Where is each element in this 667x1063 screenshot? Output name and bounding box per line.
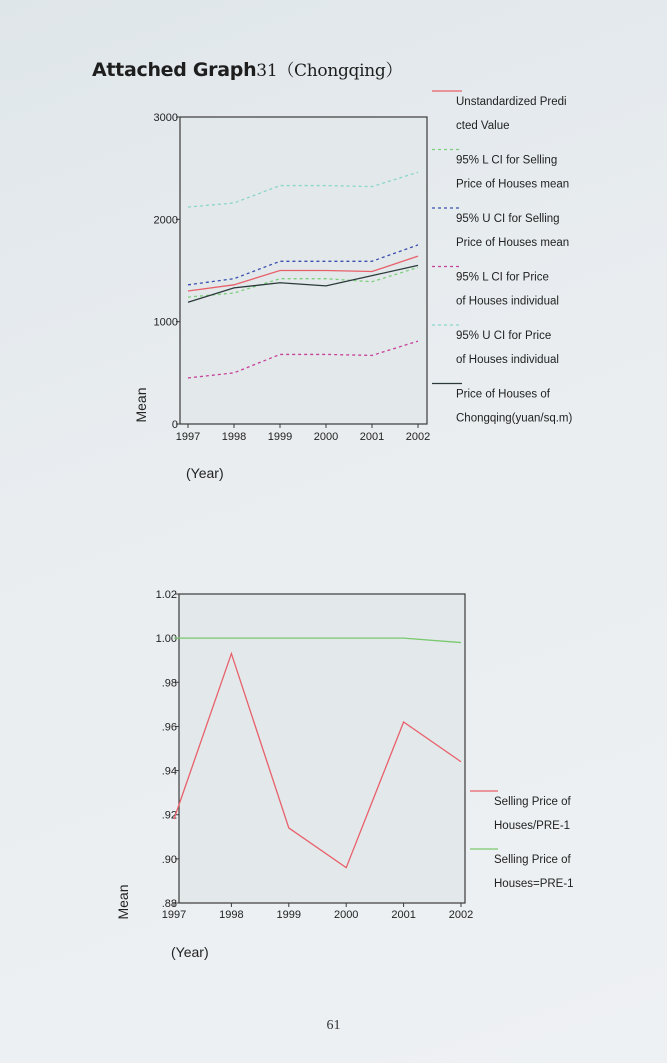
x-tick-label: 2002 — [448, 909, 474, 921]
x-axis-label: (Year) — [186, 465, 224, 481]
y-tick-label: .90 — [161, 853, 177, 866]
legend-label: 95% L CI for Price — [456, 271, 549, 284]
y-tick-label: 3000 — [153, 112, 178, 124]
legend-label: of Houses individual — [456, 354, 559, 366]
y-tick-label: 1000 — [153, 316, 178, 329]
y-tick-label: .96 — [161, 721, 177, 734]
y-tick-label: .88 — [161, 898, 177, 910]
document-title-suffix: 31（Chongqing） — [256, 61, 403, 81]
legend-label: 95% L CI for Selling — [456, 154, 558, 167]
legend-label: 95% U CI for Price — [456, 330, 552, 342]
legend-label: Unstandardized Predi — [456, 96, 567, 108]
y-tick-label: .92 — [161, 809, 177, 822]
x-tick-label: 1998 — [221, 431, 247, 443]
legend-label: Houses/PRE-1 — [494, 820, 571, 832]
y-tick-label: 1.02 — [155, 589, 177, 601]
x-tick-label: 1999 — [276, 909, 302, 921]
legend-label: 95% U CI for Selling — [456, 213, 560, 225]
y-axis-label: Mean — [115, 884, 131, 920]
x-tick-label: 1997 — [161, 909, 187, 921]
x-tick-label: 2001 — [391, 909, 416, 921]
legend-label: Houses=PRE-1 — [494, 878, 574, 890]
document-title-main: Attached Graph — [92, 59, 257, 81]
legend-label: Chongqing(yuan/sq.m) — [456, 412, 573, 425]
y-tick-label: .98 — [161, 677, 177, 690]
y-tick-label: 2000 — [153, 214, 178, 227]
legend-label: cted Value — [456, 120, 510, 132]
legend-label: Price of Houses mean — [456, 237, 570, 249]
legend-label: Price of Houses of — [456, 388, 550, 401]
legend-label: Price of Houses mean — [456, 178, 570, 191]
x-tick-label: 2002 — [405, 431, 431, 443]
x-axis-label: (Year) — [171, 944, 209, 960]
legend-entry-1 — [494, 796, 572, 832]
x-tick-label: 1997 — [175, 431, 201, 443]
y-tick-label: 1.00 — [155, 633, 177, 646]
x-tick-label: 2000 — [313, 431, 339, 443]
x-tick-label: 2000 — [333, 909, 359, 921]
x-tick-label: 1998 — [219, 909, 244, 921]
x-tick-label: 2001 — [359, 431, 385, 443]
y-tick-label: .94 — [161, 765, 177, 778]
legend-label: Selling Price of — [494, 796, 571, 808]
plot-area — [179, 594, 465, 903]
y-axis-label: Mean — [133, 387, 149, 423]
legend-label: of Houses individual — [456, 295, 559, 308]
page-number: 61 — [326, 1018, 341, 1033]
legend-label: Selling Price of — [494, 854, 571, 866]
x-tick-label: 1999 — [267, 431, 293, 443]
y-tick-label: 0 — [171, 419, 178, 431]
legend-entry-2 — [494, 854, 574, 890]
